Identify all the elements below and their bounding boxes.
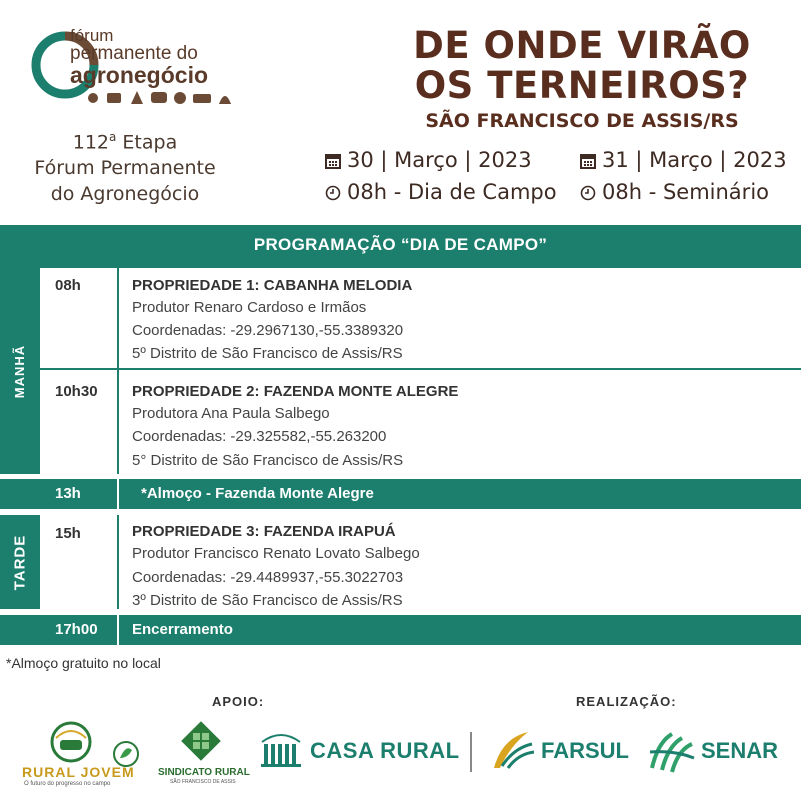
time-item-3: 15h xyxy=(55,525,81,542)
casa-rural-logo-icon xyxy=(258,726,304,770)
calendar-icon xyxy=(580,152,596,169)
property-1-coords: Coordenadas: -29.2967130,-55.3389320 xyxy=(132,322,404,339)
logo-line-1: fórum xyxy=(70,26,114,45)
farsul-name: FARSUL xyxy=(541,738,629,763)
row-divider xyxy=(40,368,801,370)
lunch-row xyxy=(0,479,801,509)
clock-icon xyxy=(325,185,341,201)
period-morning xyxy=(0,268,40,474)
event-title xyxy=(372,26,792,106)
sindicato-subtitle: SÃO FRANCISCO DE ASSIS xyxy=(170,779,236,785)
senar-logo-icon xyxy=(648,728,698,774)
lunch-time: 13h xyxy=(55,485,81,502)
property-2-district: 5° Distrito de São Francisco de Assis/RS xyxy=(132,452,404,469)
title-line-1: DE ONDE VIRÃO xyxy=(413,24,751,67)
schedule-title: PROGRAMAÇÃO “DIA DE CAMPO” xyxy=(0,225,801,265)
sindicato-name: SINDICATO RURAL xyxy=(158,767,250,778)
etapa-sup: a xyxy=(109,130,117,144)
property-3-coords: Coordenadas: -29.4489937,-55.3022703 xyxy=(132,569,404,586)
date-time-1-text: 08h - Dia de Campo xyxy=(347,180,557,204)
schedule-top-rule xyxy=(0,265,801,268)
forum-logo xyxy=(30,22,230,112)
etapa-word: Etapa xyxy=(122,131,178,154)
property-2-coords: Coordenadas: -29.325582,-55.263200 xyxy=(132,428,387,445)
calendar-icon xyxy=(325,152,341,169)
logo-line-2: permanente do xyxy=(70,43,198,64)
title-line-2: OS TERNEIROS? xyxy=(414,64,750,107)
sindicato-logo-icon xyxy=(178,718,224,764)
rural-jovem-name: RURAL JOVEM xyxy=(22,764,135,780)
lunch-note: *Almoço gratuito no local xyxy=(6,655,161,671)
property-1-producer: Produtor Renaro Cardoso e Irmãos xyxy=(132,299,367,316)
closing-time: 17h00 xyxy=(55,621,98,638)
event-location: SÃO FRANCISCO DE ASSIS/RS xyxy=(425,110,739,132)
etapa-number: 112 xyxy=(72,131,110,154)
date-time-1 xyxy=(325,180,557,204)
date-day-2 xyxy=(580,148,787,172)
date-day-1-text: 30 | Março | 2023 xyxy=(347,148,532,172)
agro-icons xyxy=(85,88,235,106)
farsul-logo-icon xyxy=(488,728,538,772)
closing-text: Encerramento xyxy=(132,621,233,638)
property-3-title: PROPRIEDADE 3: FAZENDA IRAPUÁ xyxy=(132,523,396,540)
support-label: APOIO: xyxy=(212,694,265,709)
etapa-line-2: Fórum Permanente xyxy=(34,157,216,180)
property-1-district: 5º Distrito de São Francisco de Assis/RS xyxy=(132,345,403,362)
period-morning-label: MANHÃ xyxy=(12,344,28,398)
date-time-2 xyxy=(580,180,769,204)
casa-rural-name: CASA RURAL xyxy=(310,738,460,763)
property-3-producer: Produtor Francisco Renato Lovato Salbego xyxy=(132,545,420,562)
time-item-1: 08h xyxy=(55,277,81,294)
property-2-producer: Produtora Ana Paula Salbego xyxy=(132,405,330,422)
time-item-2: 10h30 xyxy=(55,383,98,400)
closing-row xyxy=(0,615,801,645)
rural-jovem-tagline: O futuro do progresso no campo xyxy=(24,781,111,787)
date-time-2-text: 08h - Seminário xyxy=(602,180,769,204)
senar-name: SENAR xyxy=(701,738,779,763)
closing-divider xyxy=(117,615,119,645)
column-divider xyxy=(117,268,119,474)
date-day-2-text: 31 | Março | 2023 xyxy=(602,148,787,172)
property-3-district: 3º Distrito de São Francisco de Assis/RS xyxy=(132,592,403,609)
etapa-line-3: do Agronegócio xyxy=(50,183,200,206)
date-day-1 xyxy=(325,148,532,172)
logo-line-3: agronegócio xyxy=(70,62,209,88)
property-2-title: PROPRIEDADE 2: FAZENDA MONTE ALEGRE xyxy=(132,383,459,400)
etapa-info xyxy=(10,124,240,207)
footer-divider xyxy=(470,732,472,772)
lunch-divider xyxy=(117,479,119,509)
clock-icon xyxy=(580,185,596,201)
organizer-label: REALIZAÇÃO: xyxy=(576,694,677,709)
lunch-text: *Almoço - Fazenda Monte Alegre xyxy=(141,485,374,502)
rural-jovem-logo-icon xyxy=(48,720,94,764)
period-afternoon xyxy=(0,515,40,609)
etapa-number-line xyxy=(10,124,240,155)
column-divider xyxy=(117,515,119,609)
period-afternoon-label: TARDE xyxy=(11,534,29,590)
property-1-title: PROPRIEDADE 1: CABANHA MELODIA xyxy=(132,277,413,294)
